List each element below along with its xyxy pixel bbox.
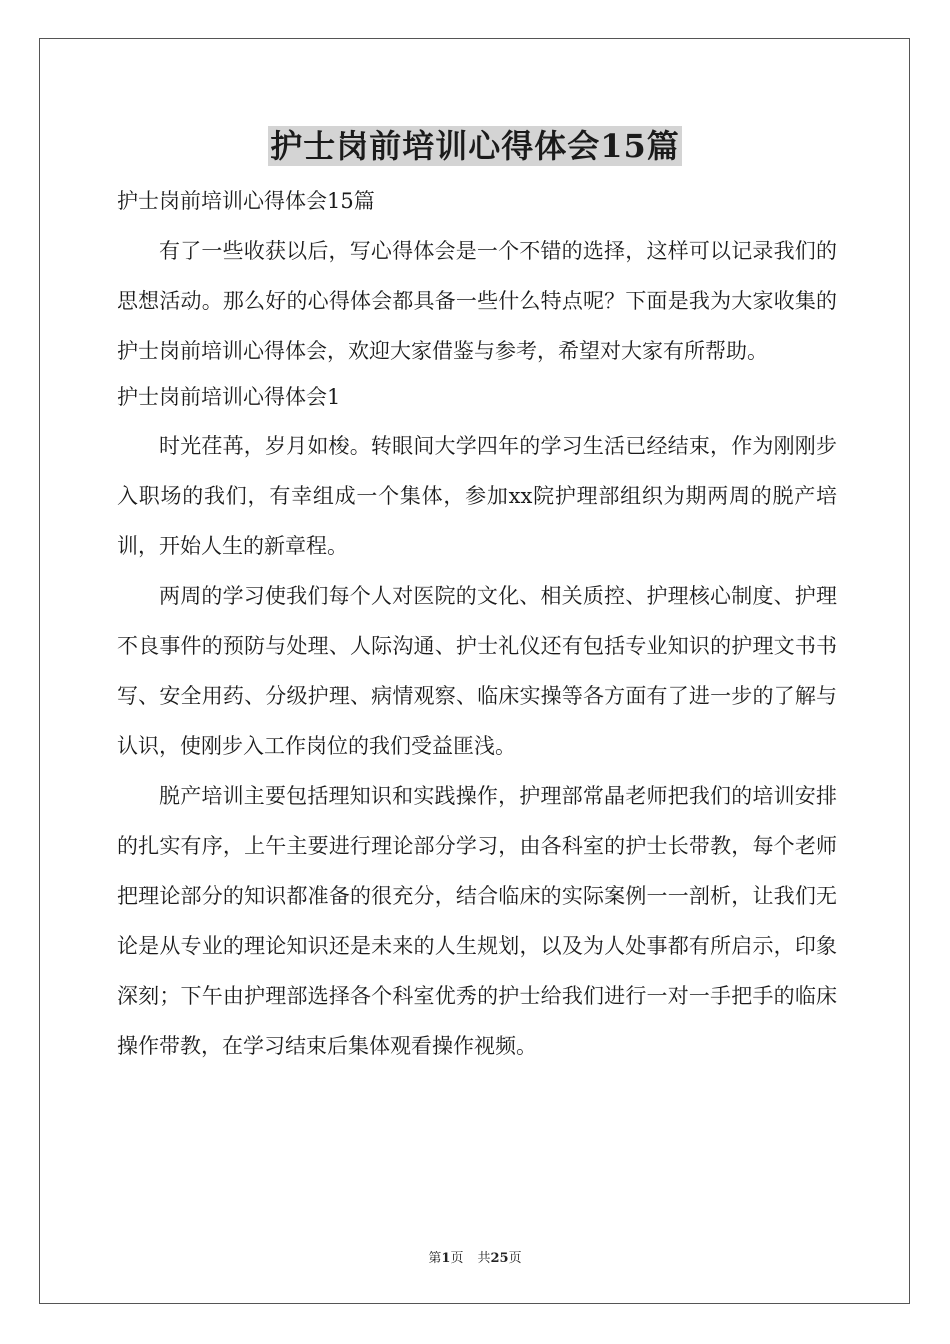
body-paragraph-3: 脱产培训主要包括理知识和实践操作，护理部常晶老师把我们的培训安排的扎实有序，上午主要进行理论部分学习，由各科室的护士长带教，每个老师把理论部分的知识都准备的很充分，结合临床的实际案例一一剖析，让我们无论是从专业的理论知识还是未来的人生规划，以及为人处事都有所启示，印象深刻；下午由护理部选择各个科室优秀的护士给我们进行一对一手把手的临床操作带教，在学习结束后集体观看操作视频。 bbox=[117, 784, 837, 1058]
document-subtitle: 护士岗前培训心得体会15篇 bbox=[117, 189, 375, 213]
page-total: 25 bbox=[490, 1251, 509, 1266]
page-footer bbox=[0, 1247, 950, 1266]
body-paragraph-1: 时光荏苒，岁月如梭。转眼间大学四年的学习生活已经结束，作为刚刚步入职场的我们，有幸组成一个集体，参加xx院护理部组织为期两周的脱产培训，开始人生的新章程。 bbox=[117, 434, 837, 558]
page-suffix: 页 bbox=[450, 1251, 464, 1266]
title-wrap bbox=[0, 126, 950, 166]
section-heading-1: 护士岗前培训心得体会1 bbox=[117, 385, 341, 409]
total-prefix: 共 bbox=[477, 1251, 491, 1266]
page-prefix: 第 bbox=[428, 1251, 442, 1266]
intro-paragraph: 有了一些收获以后，写心得体会是一个不错的选择，这样可以记录我们的思想活动。那么好的心得体会都具备一些什么特点呢？下面是我为大家收集的护士岗前培训心得体会，欢迎大家借鉴与参考，希望对大家有所帮助。 bbox=[117, 239, 837, 363]
page-current: 1 bbox=[441, 1251, 451, 1266]
body-paragraph-2: 两周的学习使我们每个人对医院的文化、相关质控、护理核心制度、护理不良事件的预防与处理、人际沟通、护士礼仪还有包括专业知识的护理文书书写、安全用药、分级护理、病情观察、临床实操等各方面有了进一步的了解与认识，使刚步入工作岗位的我们受益匪浅。 bbox=[117, 584, 837, 758]
document-body bbox=[117, 181, 837, 1071]
total-suffix: 页 bbox=[508, 1251, 522, 1266]
document-title: 护士岗前培训心得体会15篇 bbox=[270, 127, 680, 165]
